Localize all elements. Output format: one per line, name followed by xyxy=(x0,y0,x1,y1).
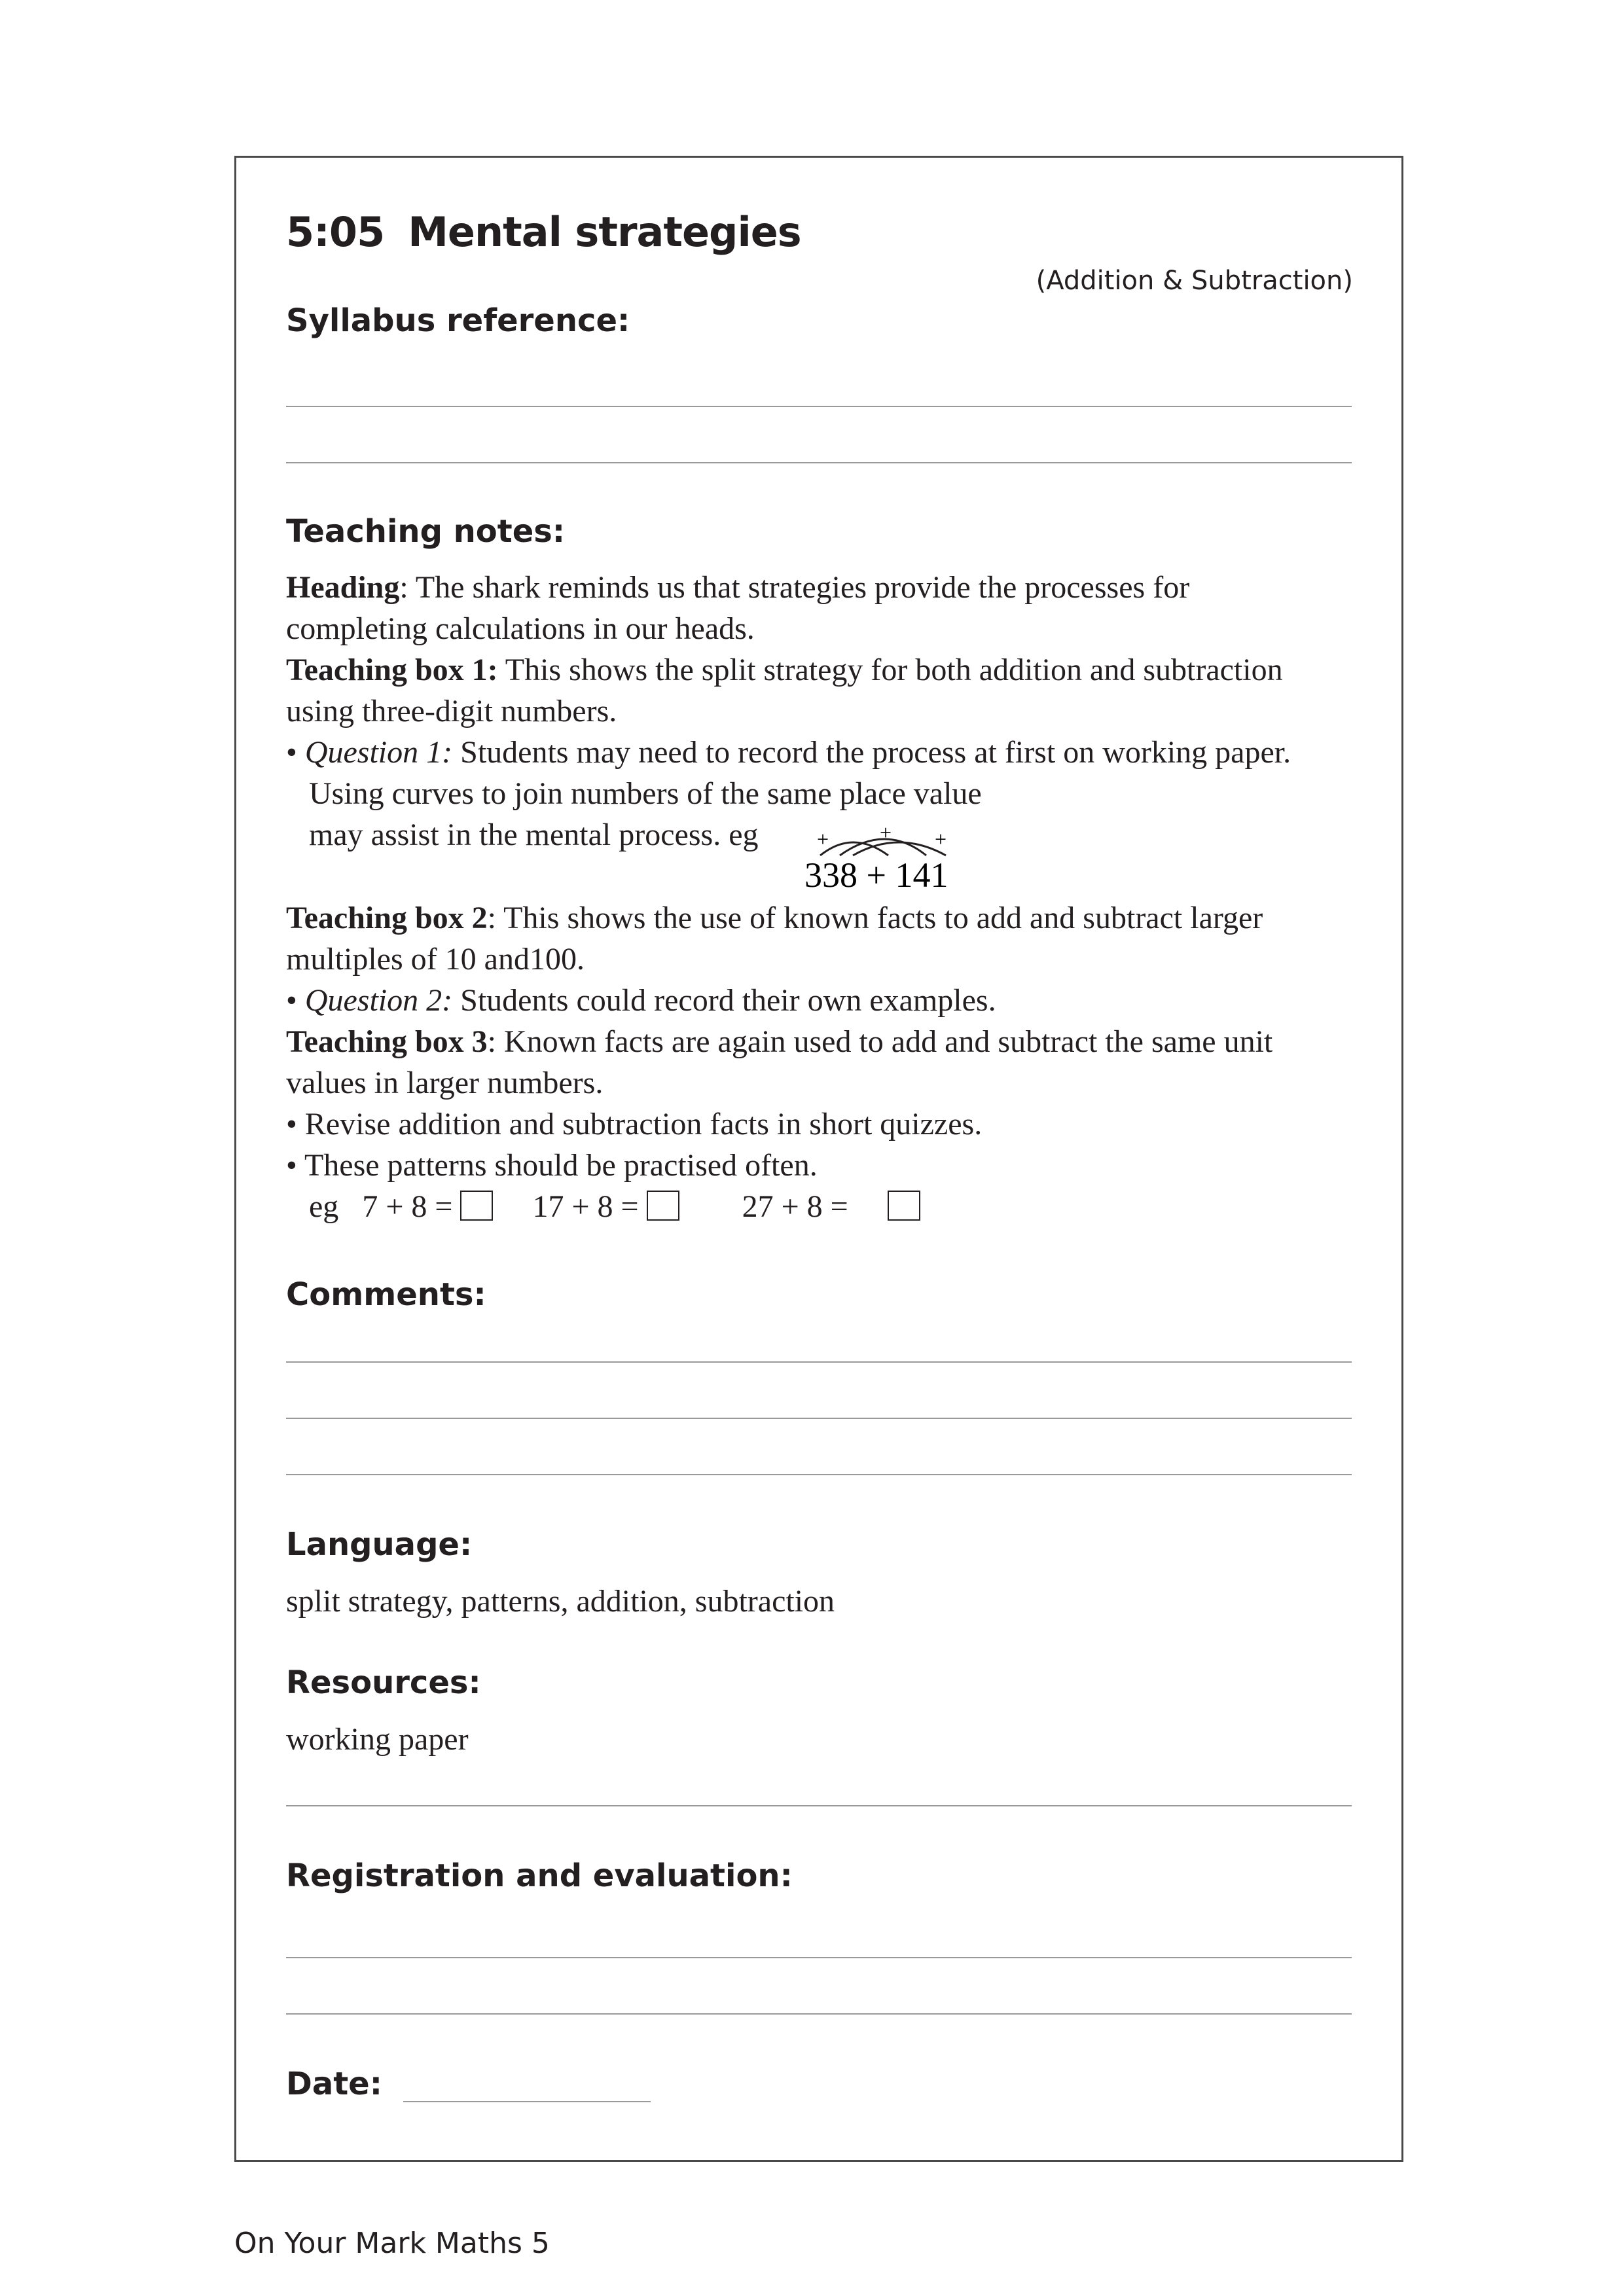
date-write-line xyxy=(403,2101,651,2102)
page-footer: On Your Mark Maths 5 xyxy=(234,2227,550,2260)
language-text: split strategy, patterns, addition, subtraction xyxy=(286,1584,835,1619)
answer-box xyxy=(647,1191,679,1221)
answer-box xyxy=(460,1191,493,1221)
notes-line: completing calculations in our heads. xyxy=(286,611,755,646)
notes-bullet: • These patterns should be practised often. xyxy=(286,1148,818,1183)
syllabus-write-line xyxy=(286,406,1352,407)
comments-heading: Comments: xyxy=(286,1276,486,1313)
notes-line: Heading: The shark reminds us that strategies provide the processes for xyxy=(286,570,1190,605)
plus-mark: + xyxy=(879,821,892,844)
registration-heading: Registration and evaluation: xyxy=(286,1857,793,1894)
comments-write-line xyxy=(286,1418,1352,1419)
lesson-title: Mental strategies xyxy=(408,208,801,256)
registration-write-line xyxy=(286,2013,1352,2015)
equation: 27 + 8 = xyxy=(742,1189,848,1224)
notes-line: multiples of 10 and100. xyxy=(286,942,585,977)
plus-mark: + xyxy=(816,827,829,851)
notes-line: Teaching box 2: This shows the use of known facts to add and subtract larger xyxy=(286,901,1263,935)
comments-write-line xyxy=(286,1474,1352,1475)
page-title xyxy=(286,208,801,256)
lesson-code: 5:05 xyxy=(286,208,385,256)
answer-box xyxy=(888,1191,920,1221)
notes-line: may assist in the mental process. eg xyxy=(309,817,759,852)
teaching-notes-heading: Teaching notes: xyxy=(286,513,566,550)
equation: 17 + 8 = xyxy=(532,1189,639,1224)
pattern-examples: eg 7 + 8 = 17 + 8 = 27 + 8 = xyxy=(309,1186,920,1227)
notes-line: using three-digit numbers. xyxy=(286,694,617,728)
equation: 7 + 8 = xyxy=(362,1189,453,1224)
split-strategy-example xyxy=(802,821,972,897)
date-label: Date: xyxy=(286,2066,382,2102)
resources-heading: Resources: xyxy=(286,1664,481,1701)
comments-write-line xyxy=(286,1361,1352,1363)
topic-subtitle: (Addition & Subtraction) xyxy=(1036,266,1353,296)
notes-bullet: • Revise addition and subtraction facts in short quizzes. xyxy=(286,1107,983,1141)
language-heading: Language: xyxy=(286,1526,473,1563)
notes-line: Teaching box 1: This shows the split strategy for both addition and subtraction xyxy=(286,653,1283,687)
notes-bullet: • Question 2: Students could record their own examples. xyxy=(286,983,996,1018)
plus-mark: + xyxy=(934,827,947,851)
registration-write-line xyxy=(286,1957,1352,1958)
syllabus-heading: Syllabus reference: xyxy=(286,302,630,339)
notes-line: Using curves to join numbers of the same place value xyxy=(309,776,982,811)
syllabus-write-line xyxy=(286,462,1352,463)
notes-bullet: • Question 1: Students may need to record the process at first on working paper. xyxy=(286,735,1291,770)
notes-line: values in larger numbers. xyxy=(286,1066,604,1100)
example-expression: 338 + 141 xyxy=(804,855,948,895)
resources-write-line xyxy=(286,1805,1352,1806)
resources-text: working paper xyxy=(286,1722,469,1757)
notes-line: Teaching box 3: Known facts are again used to add and subtract the same unit xyxy=(286,1024,1273,1059)
